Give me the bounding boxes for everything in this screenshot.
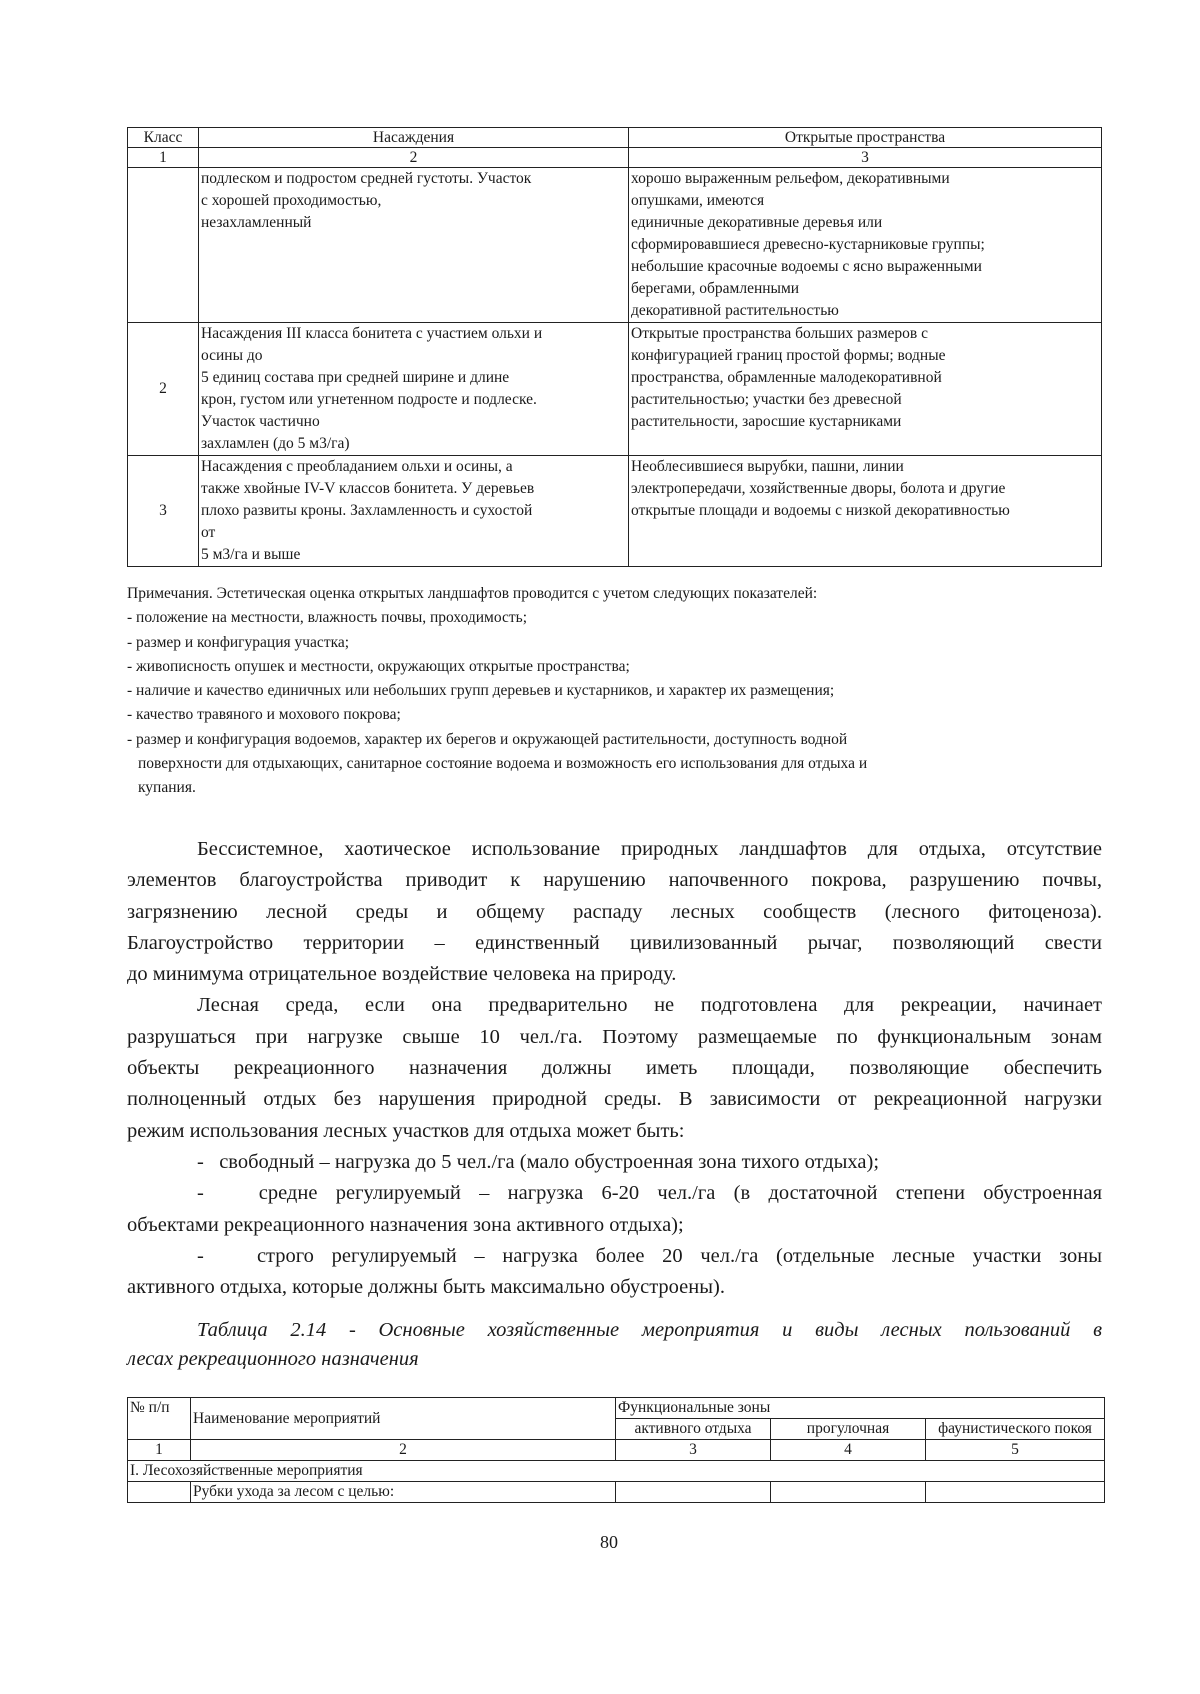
note-item: - наличие и качество единичных или небольших групп деревьев и кустарников, и характер их размещения; [127, 682, 835, 700]
header-open-spaces: Открытые пространства [629, 128, 1102, 148]
measures-table [127, 1397, 1105, 1503]
open-spaces-cell [629, 323, 1102, 456]
text-line: объектами рекреационного назначения зона активного отдыха); [127, 1213, 684, 1236]
column-number-row [128, 148, 1102, 168]
col-number: 3 [616, 1440, 771, 1461]
cell-line: Насаждения с преобладанием ольхи и осины, а [201, 458, 513, 475]
caption-line: Таблица 2.14 - Основные хозяйственные мероприятия и виды лесных пользований в [197, 1319, 1102, 1341]
note-item: - размер и конфигурация участка; [127, 633, 350, 651]
cell-line: с хорошей проходимостью, [201, 192, 382, 209]
note-item: - живописность опушек и местности, окружающих открытые пространства; [127, 657, 630, 675]
col-number: 1 [128, 1440, 191, 1461]
notes-intro: Примечания. Эстетическая оценка открытых ландшафтов проводится с учетом следующих показателей: [127, 585, 818, 602]
cell-line: осины до [201, 347, 263, 364]
cell-line: Необлесившиеся вырубки, пашни, линии [631, 458, 904, 475]
cell-line: растительностью; участки без древесной [631, 391, 902, 408]
open-spaces-cell [629, 456, 1102, 567]
text-line: элементов благоустройства приводит к нарушению напочвенного покрова, разрушению почвы, [127, 869, 1102, 892]
cell-line: Насаждения III класса бонитета с участием ольхи и [201, 325, 543, 342]
table-header-row [128, 1398, 1105, 1419]
cell-line: растительности, заросшие кустарниками [631, 413, 902, 430]
plantings-cell [199, 168, 629, 323]
cell-line: хорошо выраженным рельефом, декоративными [631, 170, 950, 187]
note-item: - положение на местности, влажность почвы, проходимость; [127, 609, 528, 627]
cell-line: небольшие красочные водоемы с ясно выраженными [631, 258, 982, 275]
paragraph [127, 990, 1102, 1146]
note-continuation: купания. [138, 779, 196, 797]
section-title: I. Лесохозяйственные мероприятия [128, 1461, 1105, 1482]
table-cell [771, 1482, 926, 1503]
note-item: - размер и конфигурация водоемов, характер их берегов и окружающей растительности, доступность водной [127, 730, 848, 748]
cell-line: опушками, имеются [631, 192, 765, 209]
landscape-class-table [127, 127, 1102, 567]
header-number: № п/п [128, 1398, 191, 1440]
text-line: - свободный – нагрузка до 5 чел./га (мало обустроенная зона тихого отдыха); [197, 1150, 880, 1173]
list-item [127, 1241, 1102, 1304]
col-number: 3 [629, 148, 1102, 168]
text-line: Бессистемное, хаотическое использование природных ландшафтов для отдыха, отсутствие [197, 838, 1102, 860]
cell-line: крон, густом или угнетенном подросте и подлеске. [201, 391, 537, 408]
header-class: Класс [128, 128, 199, 148]
table-row [128, 456, 1102, 567]
text-line: - средне регулируемый – нагрузка 6-20 чел./га (в достаточной степени обустроенная [197, 1182, 1102, 1205]
text-line: полноценный отдых без нарушения природной среды. В зависимости от рекреационной нагрузки [127, 1088, 1102, 1111]
col-number: 5 [926, 1440, 1105, 1461]
list-item [127, 1178, 1102, 1241]
cell-line: декоративной растительностью [631, 302, 839, 319]
cell-line: захламлен (до 5 м3/га) [201, 435, 350, 452]
col-number: 2 [199, 148, 629, 168]
plantings-cell [199, 323, 629, 456]
col-number: 4 [771, 1440, 926, 1461]
table-cell [926, 1482, 1105, 1503]
cell-line: Участок частично [201, 413, 320, 430]
open-spaces-cell [629, 168, 1102, 323]
cell-line: электропередачи, хозяйственные дворы, болота и другие [631, 480, 1006, 497]
cell-line: единичные декоративные деревья или [631, 214, 883, 231]
cell-line: пространства, обрамленные малодекоративной [631, 369, 942, 386]
column-number-row [128, 1440, 1105, 1461]
text-line: Лесная среда, если она предварительно не подготовлена для рекреации, начинает [197, 994, 1102, 1017]
cell-line: подлеском и подростом средней густоты. Участок [201, 170, 532, 187]
table-header-row [128, 128, 1102, 148]
class-cell: 2 [128, 323, 199, 456]
text-line: до минимума отрицательное воздействие человека на природу. [127, 963, 677, 986]
cell-line: от [201, 524, 216, 541]
text-line: разрушаться при нагрузке свыше 10 чел./га. Поэтому размещаемые по функциональным зонам [127, 1025, 1102, 1048]
col-number: 1 [128, 148, 199, 168]
header-zone-walking: прогулочная [771, 1419, 926, 1440]
item-name: Рубки ухода за лесом с целью: [191, 1482, 616, 1503]
table-row [128, 323, 1102, 456]
cell-line: 5 единиц состава при средней ширине и длине [201, 369, 510, 386]
cell-line: открытые площади и водоемы с низкой декоративностью [631, 502, 1010, 519]
text-line: объекты рекреационного назначения должны иметь площади, позволяющие обеспечить [127, 1057, 1102, 1080]
header-zone-fauna: фаунистического покоя [926, 1419, 1105, 1440]
note-item: - качество травяного и мохового покрова; [127, 706, 401, 724]
text-line: Благоустройство территории – единственный цивилизованный рычаг, позволяющий свести [127, 931, 1102, 954]
col-number: 2 [191, 1440, 616, 1461]
header-name: Наименование мероприятий [191, 1398, 616, 1440]
header-zones: Функциональные зоны [616, 1398, 1105, 1419]
text-line: загрязнению лесной среды и общему распаду лесных сообществ (лесного фитоценоза). [127, 900, 1102, 923]
text-line: активного отдыха, которые должны быть максимально обустроены). [127, 1276, 725, 1299]
paragraph [127, 834, 1102, 990]
header-zone-active: активного отдыха [616, 1419, 771, 1440]
text-line: режим использования лесных участков для отдыха может быть: [127, 1119, 685, 1142]
section-row [128, 1461, 1105, 1482]
text-line: - строго регулируемый – нагрузка более 20 чел./га (отдельные лесные участки зоны [197, 1244, 1102, 1267]
table-row [128, 1482, 1105, 1503]
table-notes [127, 582, 1107, 801]
class-cell [128, 168, 199, 323]
cell-line: плохо развиты кроны. Захламленность и сухостой [201, 502, 533, 519]
class-cell: 3 [128, 456, 199, 567]
caption-line: лесах рекреационного назначения [127, 1348, 419, 1370]
table-cell [128, 1482, 191, 1503]
cell-line: также хвойные IV-V классов бонитета. У деревьев [201, 480, 535, 497]
table-cell [616, 1482, 771, 1503]
table-row [128, 168, 1102, 323]
header-plantings: Насаждения [199, 128, 629, 148]
cell-line: незахламленный [201, 214, 312, 231]
cell-line: Открытые пространства больших размеров с [631, 325, 928, 342]
page-number: 80 [600, 1532, 618, 1552]
table-caption [127, 1316, 1102, 1374]
list-item [127, 1147, 1102, 1178]
cell-line: конфигурацией границ простой формы; водные [631, 347, 946, 364]
note-continuation: поверхности для отдыхающих, санитарное состояние водоема и возможность его использования для отдыха и [138, 755, 868, 773]
cell-line: сформировавшиеся древесно-кустарниковые группы; [631, 236, 985, 253]
body-text [127, 834, 1102, 1303]
cell-line: берегами, обрамленными [631, 280, 800, 297]
plantings-cell [199, 456, 629, 567]
cell-line: 5 м3/га и выше [201, 546, 301, 563]
